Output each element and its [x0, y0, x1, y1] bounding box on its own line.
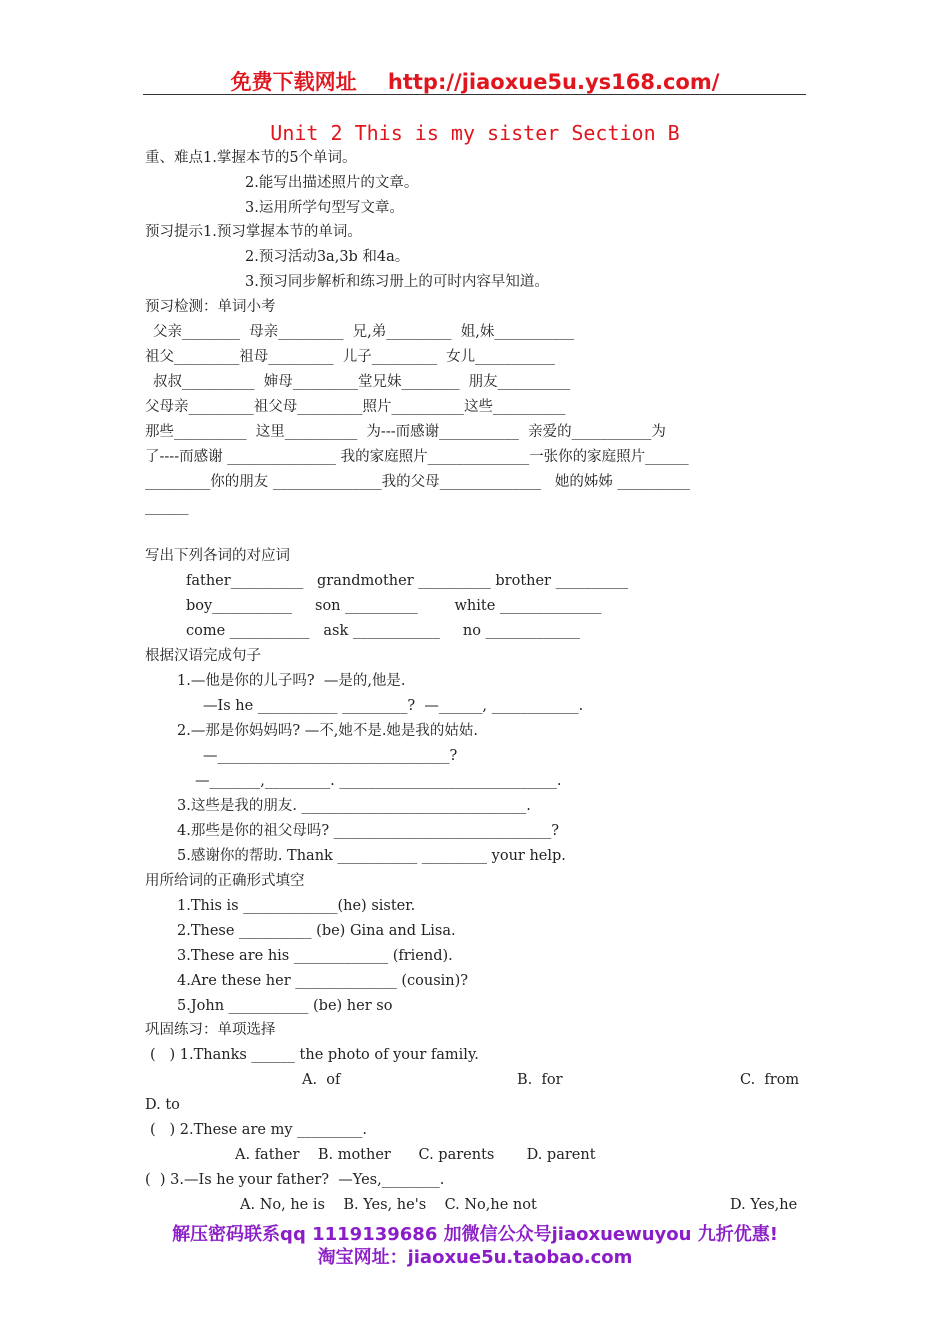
choice-question: ( ) 3.—Is he your father? —Yes,________.: [145, 1172, 445, 1188]
page-title: Unit 2 This is my sister Section B: [270, 121, 680, 145]
vocab-row: 父亲________ 母亲_________ 兄,弟_________ 姐,妹___________: [153, 324, 575, 340]
choice-option: A. of: [302, 1072, 341, 1088]
translate-item: 4.那些是你的祖父母吗? ______________________________?: [177, 823, 559, 839]
fill-item: 3.These are his _____________ (friend).: [177, 948, 453, 964]
header-rule: [143, 94, 806, 95]
vocab-row: 那些__________ 这里__________ 为---而感谢___________ 亲爱的___________为: [145, 424, 666, 440]
translate-item: 2.—那是你妈妈吗? —不,她不是.她是我的姑姑.: [177, 723, 479, 739]
header-url-link[interactable]: http://jiaoxue5u.ys168.com/: [387, 70, 720, 94]
translate-answer: —_______,_________. ______________________________.: [195, 773, 562, 789]
choice-option: D. Yes,he: [730, 1197, 798, 1213]
vocab-row: _________你的朋友 _______________我的父母______________ 她的姊姊 __________: [145, 474, 691, 490]
footer-contact: 解压密码联系qq 1119139686 加微信公众号jiaoxuewuyou 九折优惠!: [172, 1224, 778, 1245]
vocab-row: 叔叔__________ 婶母_________堂兄妹________ 朋友__________: [153, 374, 571, 390]
header-label: 免费下载网址: [230, 70, 357, 94]
translate-item: 3.这些是我的朋友. _______________________________.: [177, 798, 531, 814]
footer-shop-link[interactable]: 淘宝网址：jiaoxue5u.taobao.com: [317, 1247, 633, 1268]
vocab-row: 了----而感谢 _______________ 我的家庭照片______________一张你的家庭照片______: [145, 449, 689, 465]
key-point-3: 3.运用所学句型写文章。: [245, 200, 404, 216]
counterpart-row: father__________ grandmother __________ brother __________: [186, 573, 629, 589]
key-point-1: 重、难点1.掌握本节的5个单词。: [145, 150, 357, 166]
preview-tip-3: 3.预习同步解析和练习册上的可时内容早知道。: [245, 274, 549, 290]
section-heading-choice: 巩固练习：单项选择: [145, 1022, 276, 1038]
translate-answer: —Is he ___________ _________? —______, ____________.: [203, 698, 584, 714]
fill-item: 2.These __________ (be) Gina and Lisa.: [177, 923, 456, 939]
choice-question: ( ) 1.Thanks ______ the photo of your family.: [150, 1047, 479, 1063]
translate-answer: —________________________________?: [203, 748, 458, 764]
key-point-2: 2.能写出描述照片的文章。: [245, 175, 419, 191]
choice-option: B. for: [517, 1072, 563, 1088]
section-heading-counterpart: 写出下列各词的对应词: [145, 548, 290, 564]
translate-item: 1.—他是你的儿子吗? —是的,他是.: [177, 673, 406, 689]
choice-option: C. from: [740, 1072, 800, 1088]
site-header: [0, 66, 950, 96]
vocab-row: 父母亲_________祖父母_________照片__________这些__________: [145, 399, 566, 415]
vocab-row: 祖父_________祖母_________ 儿子_________ 女儿___________: [145, 349, 555, 365]
vocab-row: ______: [145, 499, 189, 515]
translate-item: 5.感谢你的帮助. Thank ___________ _________ your help.: [177, 848, 566, 864]
fill-item: 4.Are these her ______________ (cousin)?: [177, 973, 469, 989]
fill-item: 5.John ___________ (be) her so: [177, 998, 393, 1014]
section-heading-vocab: 预习检测：单词小考: [145, 299, 276, 315]
choice-option: D. to: [145, 1097, 180, 1113]
preview-tip-1: 预习提示1.预习掌握本节的单词。: [145, 224, 362, 240]
choice-question: ( ) 2.These are my _________.: [150, 1122, 367, 1138]
preview-tip-2: 2.预习活动3a,3b 和4a。: [245, 249, 410, 265]
counterpart-row: come ___________ ask ____________ no _____________: [186, 623, 580, 639]
section-heading-fill: 用所给词的正确形式填空: [145, 873, 305, 889]
section-heading-translate: 根据汉语完成句子: [145, 648, 261, 664]
fill-item: 1.This is _____________(he) sister.: [177, 898, 416, 914]
counterpart-row: boy___________ son __________ white ______________: [186, 598, 602, 614]
choice-options: A. No, he is B. Yes, he's C. No,he not: [240, 1197, 537, 1213]
choice-options: A. father B. mother C. parents D. parent: [235, 1147, 596, 1163]
